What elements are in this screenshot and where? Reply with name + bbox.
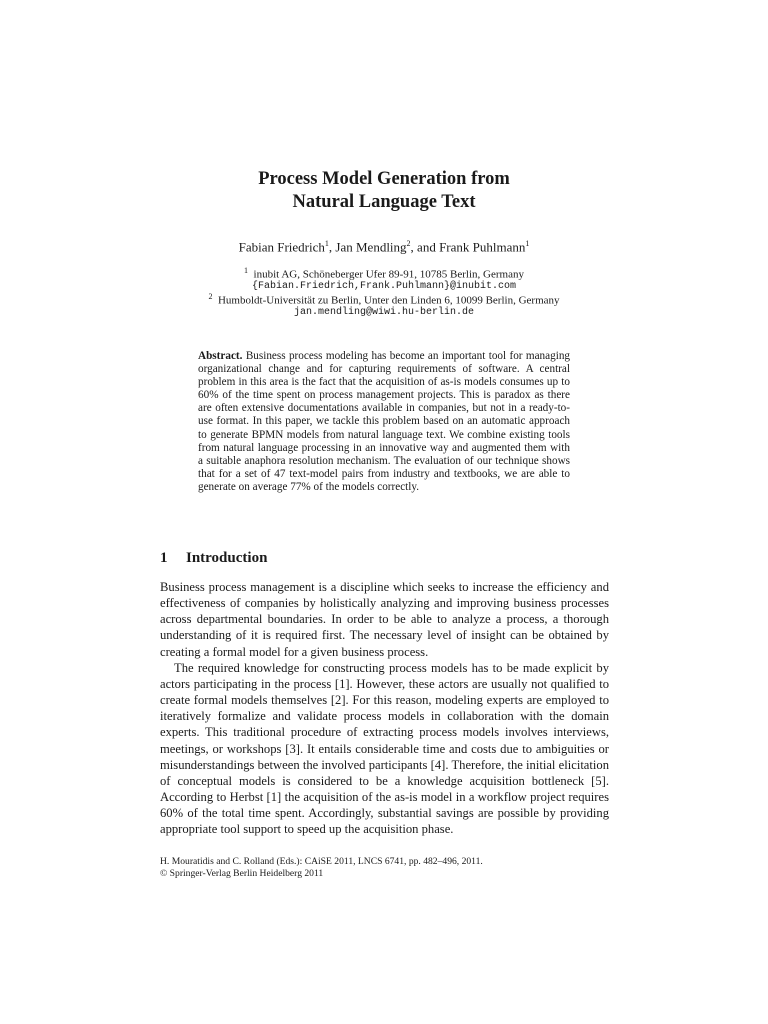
abstract-text: Business process modeling has become an important tool for managing organizational change and for capturing requirements of software. A central problem in this area is the fact that the acquisition of as-is models consumes up to 60% of the time spent on process management projects. This is paradox as there are often extensive documentations available in companies, but not in a ready-to-use format. In this paper, we tackle this problem based on an automatic approach to generate BPMN models from natural language text. We combine existing tools from natural language processing in an innovative way and augmented them with a suitable anaphora resolution mechanism. The evaluation of our technique shows that for a set of 47 text-model pairs from industry and textbooks, we are able to generate on average 77% of the models correctly. — [198, 350, 571, 493]
author-3-affil: 1 — [525, 239, 530, 248]
affiliation-2-email: jan.mendling@wiwi.hu-berlin.de — [293, 307, 475, 318]
affiliation-1-number: 1 — [244, 266, 249, 275]
affiliation-2-text: Humboldt-Universität zu Berlin, Unter den Linden 6, 10099 Berlin, Germany — [217, 294, 560, 307]
footer-citation: H. Mouratidis and C. Rolland (Eds.): CAiSE 2011, LNCS 6741, pp. 482–496, 2011. — [160, 856, 483, 867]
author-1: Fabian Friedrich — [238, 239, 325, 255]
abstract — [198, 350, 570, 494]
introduction-body — [160, 579, 609, 838]
author-separator: , and — [410, 239, 440, 255]
copyright-footer — [160, 856, 483, 880]
author-3: Frank Puhlmann — [439, 239, 526, 255]
affiliation-2-email-line — [0, 304, 768, 320]
affiliation-2-number: 2 — [208, 292, 213, 301]
paragraph-1: Business process management is a discipline which seeks to increase the efficiency and effectiveness of companies by holistically analyzing and improving business processes across departmental boundaries. In order to be able to analyze a process, a thorough understanding of it is required first. The necessary level of insight can be obtained by creating a formal model for a given business process. — [160, 580, 609, 659]
affiliation-1-text: inubit AG, Schöneberger Ufer 89-91, 10785 Berlin, Germany — [253, 268, 524, 281]
title-line-1: Process Model Generation from — [258, 169, 510, 189]
section-title: Introduction — [186, 550, 268, 566]
section-heading — [160, 549, 267, 567]
footer-copyright: © Springer-Verlag Berlin Heidelberg 2011 — [160, 868, 324, 879]
author-2: Jan Mendling — [335, 239, 407, 255]
paper-title — [0, 168, 768, 214]
abstract-label: Abstract. — [198, 350, 243, 362]
author-separator: , — [328, 239, 336, 255]
paragraph-2: The required knowledge for constructing process models has to be made explicit by actors participating in the process [1]. However, these actors are usually not qualified to create formal models themselves [2]. For this reason, modeling experts are employed to iteratively formalize and validate process models in collaboration with the domain experts. This traditional procedure of extracting process models involves interviews, meetings, or workshops [3]. It entails considerable time and costs due to ambiguities or misunderstandings between the involved participants [4]. Therefore, the initial elicitation of conceptual models is considered to be a knowledge acquisition bottleneck [5]. According to Herbst [1] the acquisition of the as-is model in a workflow project requires 60% of the total time spent. Accordingly, substantial savings are possible by providing appropriate tool support to speed up the acquisition phase. — [160, 660, 609, 837]
author-list — [0, 236, 768, 255]
author-1-affil: 1 — [324, 239, 329, 248]
title-line-2: Natural Language Text — [292, 192, 476, 212]
affiliation-1-email: {Fabian.Friedrich,Frank.Puhlmann}@inubit.com — [251, 281, 517, 292]
author-2-affil: 2 — [406, 239, 411, 248]
section-number: 1 — [160, 550, 168, 566]
